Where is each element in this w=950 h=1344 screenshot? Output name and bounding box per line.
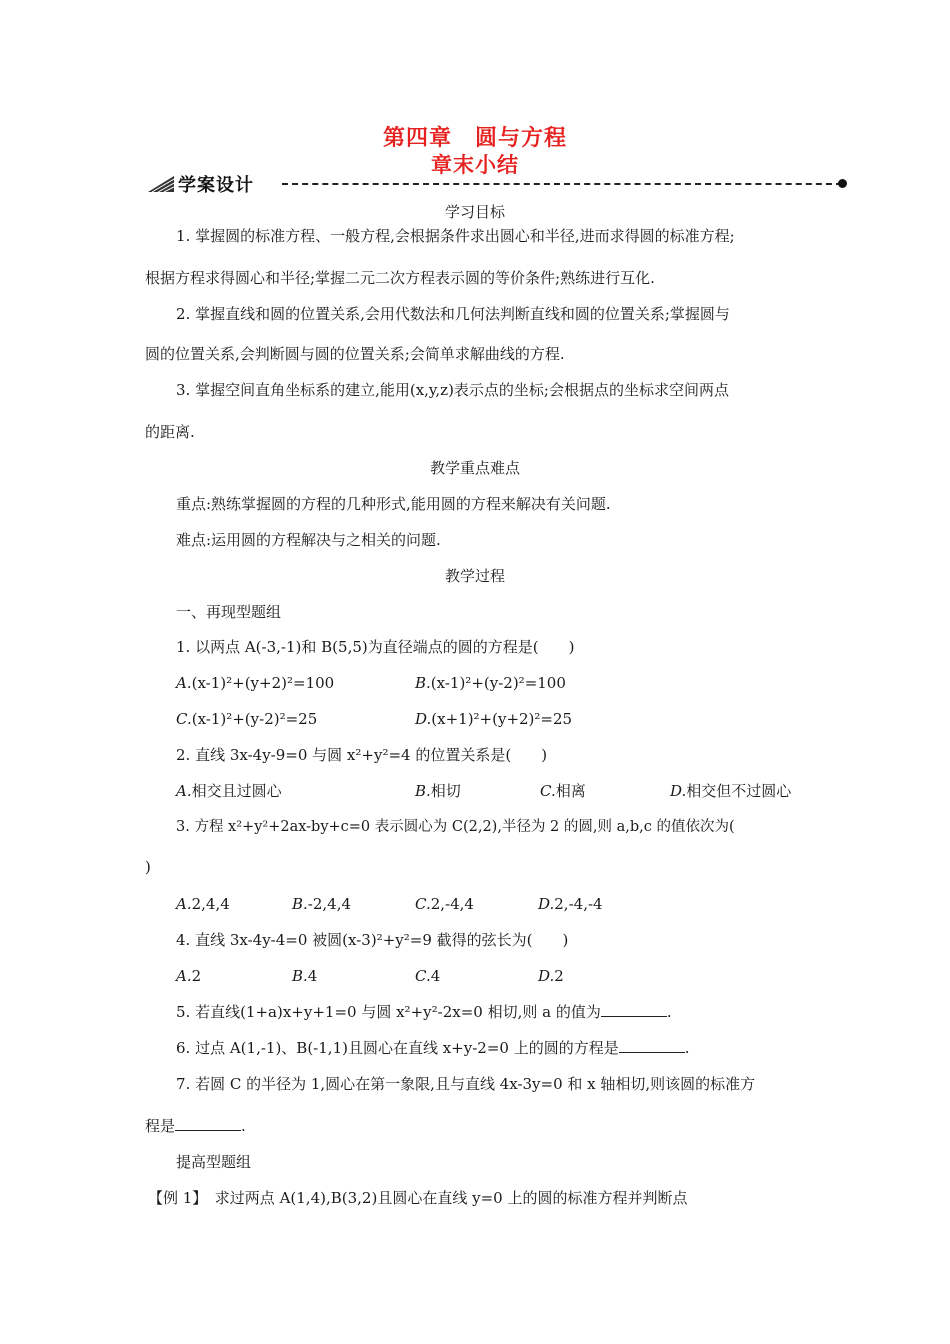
question-7-line-1: 7. 若圆 C 的半径为 1,圆心在第一象限,且与直线 4x-3y=0 和 x 轴相切,则该圆的标准方 [176,1075,756,1093]
q3-option-b: B.-2,4,4 [292,895,352,913]
q3-option-a: A.2,4,4 [176,895,230,913]
question-4: 4. 直线 3x-4y-4=0 被圆(x-3)²+y²=9 截得的弦长为( ) [176,931,569,949]
q3-option-c: C.2,-4,4 [415,895,474,913]
group-1-heading: 一、再现型题组 [176,603,282,621]
example-1: 【例 1】 求过两点 A(1,4),B(3,2)且圆心在直线 y=0 上的圆的标准方程并判断点 [148,1189,688,1207]
goal-2-line-1: 2. 掌握直线和圆的位置关系,会用代数法和几何法判断直线和圆的位置关系;掌握圆与 [176,305,730,323]
goal-3-line-1: 3. 掌握空间直角坐标系的建立,能用(x,y,z)表示点的坐标;会根据点的坐标求空间两点 [176,381,729,399]
question-6: 6. 过点 A(1,-1)、B(-1,1)且圆心在直线 x+y-2=0 上的圆的方程是 . [176,1039,690,1057]
q2-option-d: D.相交但不过圆心 [670,782,792,800]
section-title: 章末小结 [431,153,519,177]
key-point: 重点:熟练掌握圆的方程的几种形式,能用圆的方程来解决有关问题. [176,495,611,513]
difficulty: 难点:运用圆的方程解决与之相关的问题. [176,531,441,549]
answer-blank[interactable] [175,1116,241,1131]
chapter-title: 第四章 圆与方程 [382,126,567,151]
question-5: 5. 若直线(1+a)x+y+1=0 与圆 x²+y²-2x=0 相切,则 a 的值为 . [176,1003,672,1021]
banner-label: 学案设计 [178,175,254,196]
q2-option-a: A.相交且过圆心 [176,782,282,800]
q2-option-c: C.相离 [540,782,586,800]
q4-option-d: D.2 [538,967,564,985]
q1-option-d: D.(x+1)²+(y+2)²=25 [415,710,573,728]
goal-1-line-2: 根据方程求得圆心和半径;掌握二元二次方程表示圆的等价条件;熟练进行互化. [145,269,655,287]
banner-end-dot [838,179,847,188]
question-3-line-1: 3. 方程 x²+y²+2ax-by+c=0 表示圆心为 C(2,2),半径为 2 的圆,则 a,b,c 的值依次为( [176,819,735,835]
section-banner [148,172,848,196]
q4-option-c: C.4 [415,967,441,985]
banner-wedge-icon [148,176,174,192]
q4-option-b: B.4 [292,967,318,985]
q4-option-a: A.2 [176,967,202,985]
goal-1-line-1: 1. 掌握圆的标准方程、一般方程,会根据条件求出圆心和半径,进而求得圆的标准方程; [176,227,735,245]
goal-3-line-2: 的距离. [145,423,195,441]
question-3-line-2: ) [145,858,151,876]
answer-blank[interactable] [619,1038,685,1053]
q1-option-c: C.(x-1)²+(y-2)²=25 [176,710,318,728]
question-1: 1. 以两点 A(-3,-1)和 B(5,5)为直径端点的圆的方程是( ) [176,638,575,656]
question-7-line-2: 程是 . [145,1117,246,1135]
goals-heading: 学习目标 [444,203,505,221]
group-2-heading: 提高型题组 [176,1153,252,1171]
banner-dashed-line [282,183,842,185]
goal-2-line-2: 圆的位置关系,会判断圆与圆的位置关系;会简单求解曲线的方程. [145,345,565,363]
question-2: 2. 直线 3x-4y-9=0 与圆 x²+y²=4 的位置关系是( ) [176,746,548,764]
key-heading: 教学重点难点 [429,459,520,477]
q1-option-b: B.(x-1)²+(y-2)²=100 [415,674,566,692]
q2-option-b: B.相切 [415,782,461,800]
answer-blank[interactable] [601,1002,667,1017]
process-heading: 教学过程 [444,567,505,585]
q1-option-a: A.(x-1)²+(y+2)²=100 [176,674,335,692]
q3-option-d: D.2,-4,-4 [538,895,603,913]
